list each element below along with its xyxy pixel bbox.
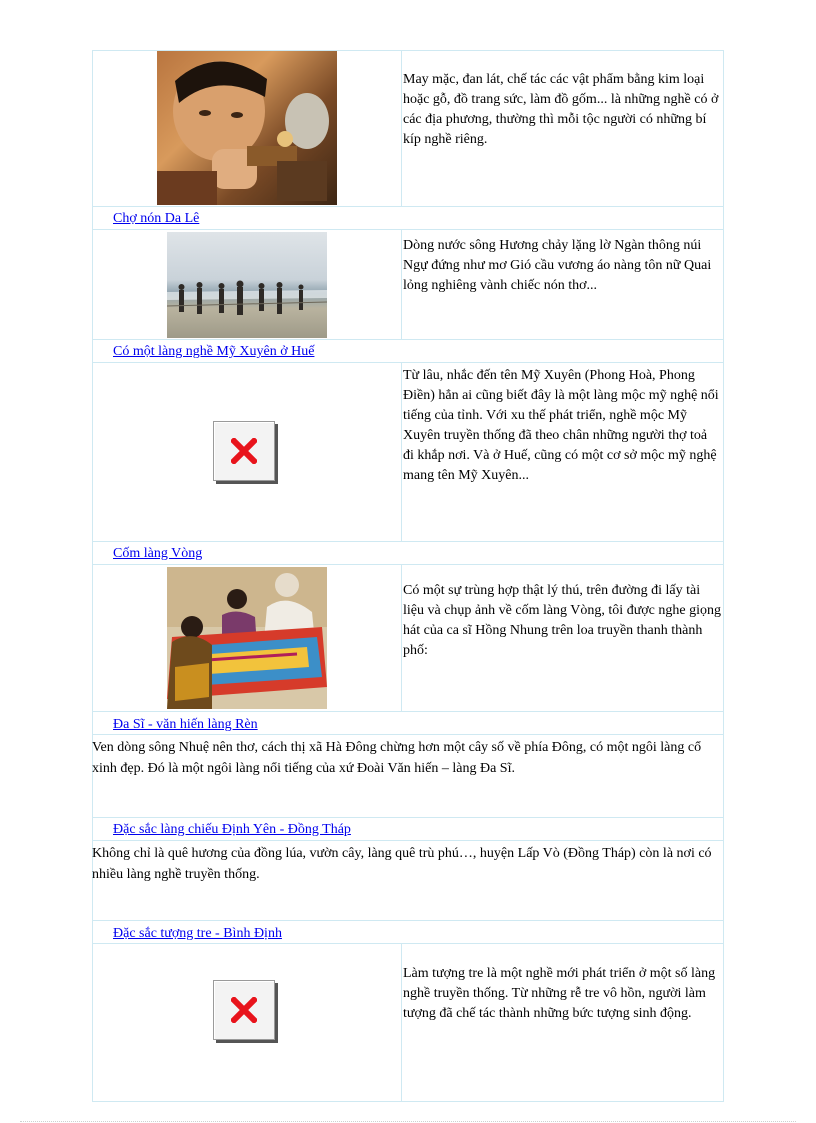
column-divider [401, 50, 402, 206]
broken-image-icon [213, 980, 275, 1040]
link-com-lang-vong[interactable]: Cốm làng Vòng [113, 546, 203, 561]
row-divider [92, 229, 724, 230]
photo-beach-people [167, 232, 327, 338]
column-divider [401, 564, 402, 711]
row-divider [92, 339, 724, 340]
section-description: Có một sự trùng hợp thật lý thú, trên đường đi lấy tài liệu và chụp ảnh về cốm làng Vòng, tôi được nghe giọng hát của ca sĩ Hồng Nhung trên loa truyền thanh thành phố: [403, 583, 722, 658]
link-lang-chieu-dinh-yen[interactable]: Đặc sắc làng chiếu Định Yên - Đồng Tháp [113, 822, 351, 837]
row-divider [92, 920, 724, 921]
column-divider [401, 229, 402, 339]
section-description: Từ lâu, nhắc đến tên Mỹ Xuyên (Phong Hoà, Phong Điền) hẳn ai cũng biết đây là một làng mộc mỹ nghệ nổi tiếng của tỉnh. Với xu thế phát triển, nghề mộc Mỹ Xuyên truyền thống đã theo chân những người thợ toả đi khắp nơi. Và ở Huế, cũng có một cơ sở mộc mỹ nghệ mang tên Mỹ Xuyên... [403, 368, 719, 483]
page-bottom-border [20, 1121, 796, 1122]
broken-image-icon [213, 421, 275, 481]
row-divider [92, 943, 724, 944]
row-divider [92, 564, 724, 565]
link-cho-non-da-le[interactable]: Chợ nón Da Lê [113, 211, 200, 226]
photo-craftsman-jewelry [157, 51, 337, 205]
column-divider [401, 362, 402, 541]
section-description: Làm tượng tre là một nghề mới phát triển ở một số làng nghề truyền thống. Từ những rễ tre vô hồn, người làm tượng đã chế tác thành những bức tượng sinh động. [403, 966, 716, 1021]
section-description: May mặc, đan lát, chế tác các vật phẩm bằng kim loại hoặc gỗ, đồ trang sức, làm đồ gốm... là những nghề có ở các địa phương, thường thì mỗi tộc người có những bí kíp nghề riêng. [403, 72, 719, 147]
link-lang-nghe-my-xuyen[interactable]: Có một làng nghề Mỹ Xuyên ở Huế [113, 344, 315, 359]
section-description: Dòng nước sông Hương chảy lặng lờ Ngàn thông núi Ngự đứng như mơ Gió cầu vương áo nàng tôn nữ Quai lỏng nghiêng vành chiếc nón thơ... [403, 238, 712, 293]
row-divider [92, 734, 724, 735]
photo-weaving-textile [167, 567, 327, 709]
row-divider [92, 817, 724, 818]
section-paragraph: Không chỉ là quê hương của đồng lúa, vườn cây, làng quê trù phú…, huyện Lấp Vò (Đồng Tháp) còn là nơi có nhiều làng nghề truyền thống. [92, 846, 712, 882]
row-divider [92, 541, 724, 542]
link-tuong-tre-binh-dinh[interactable]: Đặc sắc tượng tre - Bình Định [113, 926, 282, 941]
row-divider [92, 711, 724, 712]
row-divider [92, 206, 724, 207]
row-divider [92, 840, 724, 841]
link-da-si-lang-ren[interactable]: Đa Sĩ - văn hiến làng Rèn [113, 717, 258, 732]
row-divider [92, 362, 724, 363]
column-divider [401, 943, 402, 1102]
section-paragraph: Ven dòng sông Nhuệ nên thơ, cách thị xã Hà Đông chừng hơn một cây số về phía Đông, có một ngôi làng cổ xinh đẹp. Đó là một ngôi làng nổi tiếng của xứ Đoài Văn hiến – làng Đa Sĩ. [92, 740, 702, 776]
